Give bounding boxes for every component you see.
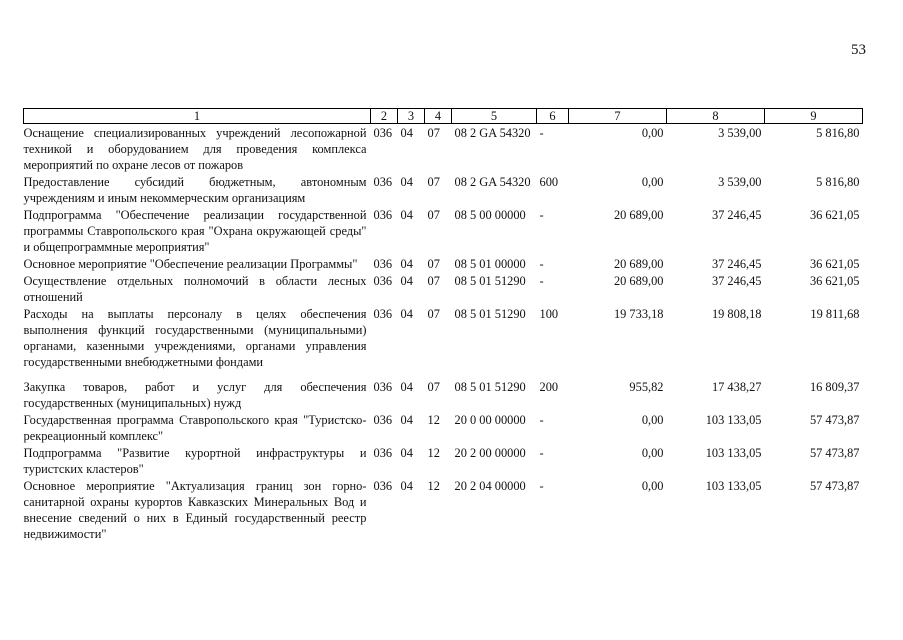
cell-subsection: 12 bbox=[427, 479, 440, 493]
row-name: Подпрограмма "Развитие курортной инфраструктуры и туристских кластеров" bbox=[23, 446, 367, 476]
cell-expense-type: - bbox=[539, 126, 544, 140]
cell-expense-type: - bbox=[539, 479, 544, 493]
cell-section: 04 bbox=[400, 446, 413, 460]
cell-amount-col8: 17 438,27 bbox=[711, 380, 762, 394]
cell-expense-type: 100 bbox=[539, 307, 559, 321]
cell-section: 04 bbox=[400, 413, 413, 427]
row-name: Государственная программа Ставропольского края "Туристско-рекреационный комплекс" bbox=[23, 413, 367, 443]
cell-amount-col7: 20 689,00 bbox=[613, 274, 664, 288]
cell-subsection: 07 bbox=[427, 274, 440, 288]
cell-expense-type: 200 bbox=[539, 380, 559, 394]
row-name: Основное мероприятие "Актуализация границ зон горно-санитарной охраны курортов Кавказских Минеральных Вод и внесение сведений о них в Единый государственный реестр недвижимости" bbox=[23, 479, 367, 541]
cell-expense-type: - bbox=[539, 413, 544, 427]
cell-expense-type: - bbox=[539, 208, 544, 222]
table-row bbox=[24, 444, 863, 477]
header-col-7: 7 bbox=[569, 109, 667, 124]
cell-target-article: 08 5 01 00000 bbox=[454, 257, 526, 271]
cell-amount-col9: 5 816,80 bbox=[816, 126, 860, 140]
cell-expense-type: 600 bbox=[539, 175, 559, 189]
header-col-8: 8 bbox=[667, 109, 765, 124]
cell-target-article: 08 2 GA 54320 bbox=[454, 175, 531, 189]
cell-amount-col8: 103 133,05 bbox=[705, 413, 762, 427]
cell-section: 04 bbox=[400, 380, 413, 394]
cell-ministry-code: 036 bbox=[373, 208, 393, 222]
cell-amount-col7: 20 689,00 bbox=[613, 208, 664, 222]
cell-ministry-code: 036 bbox=[373, 126, 393, 140]
table-row bbox=[24, 411, 863, 444]
cell-amount-col7: 19 733,18 bbox=[613, 307, 664, 321]
cell-section: 04 bbox=[400, 208, 413, 222]
cell-amount-col8: 37 246,45 bbox=[711, 208, 762, 222]
cell-section: 04 bbox=[400, 307, 413, 321]
cell-target-article: 08 5 01 51290 bbox=[454, 380, 526, 394]
header-col-1: 1 bbox=[24, 109, 371, 124]
cell-ministry-code: 036 bbox=[373, 380, 393, 394]
cell-ministry-code: 036 bbox=[373, 446, 393, 460]
cell-amount-col9: 36 621,05 bbox=[809, 208, 860, 222]
page-number: 53 bbox=[851, 42, 866, 58]
cell-ministry-code: 036 bbox=[373, 307, 393, 321]
row-name: Закупка товаров, работ и услуг для обеспечения государственных (муниципальных) нужд bbox=[23, 380, 367, 410]
cell-amount-col7: 955,82 bbox=[629, 380, 664, 394]
spacer-row bbox=[24, 370, 863, 378]
cell-amount-col9: 57 473,87 bbox=[809, 479, 860, 493]
cell-amount-col7: 0,00 bbox=[641, 175, 664, 189]
cell-subsection: 07 bbox=[427, 126, 440, 140]
cell-amount-col8: 37 246,45 bbox=[711, 274, 762, 288]
cell-amount-col7: 0,00 bbox=[641, 413, 664, 427]
cell-target-article: 08 5 01 51290 bbox=[454, 274, 526, 288]
cell-amount-col8: 3 539,00 bbox=[718, 175, 762, 189]
cell-subsection: 07 bbox=[427, 307, 440, 321]
cell-expense-type: - bbox=[539, 257, 544, 271]
cell-ministry-code: 036 bbox=[373, 413, 393, 427]
cell-amount-col9: 19 811,68 bbox=[810, 307, 860, 321]
cell-target-article: 08 5 00 00000 bbox=[454, 208, 526, 222]
cell-amount-col8: 37 246,45 bbox=[711, 257, 762, 271]
table-row bbox=[24, 272, 863, 305]
header-col-3: 3 bbox=[398, 109, 425, 124]
cell-section: 04 bbox=[400, 175, 413, 189]
cell-amount-col9: 36 621,05 bbox=[809, 274, 860, 288]
cell-ministry-code: 036 bbox=[373, 257, 393, 271]
cell-subsection: 12 bbox=[427, 413, 440, 427]
cell-amount-col9: 16 809,37 bbox=[809, 380, 860, 394]
cell-amount-col7: 0,00 bbox=[641, 446, 664, 460]
cell-amount-col7: 0,00 bbox=[641, 126, 664, 140]
cell-amount-col9: 57 473,87 bbox=[809, 413, 860, 427]
cell-subsection: 07 bbox=[427, 257, 440, 271]
table-row bbox=[24, 477, 863, 542]
cell-amount-col9: 36 621,05 bbox=[809, 257, 860, 271]
row-name: Предоставление субсидий бюджетным, автономным учреждениям и иным некоммерческим организациям bbox=[23, 175, 367, 205]
cell-subsection: 12 bbox=[427, 446, 440, 460]
cell-ministry-code: 036 bbox=[373, 175, 393, 189]
row-name: Осуществление отдельных полномочий в области лесных отношений bbox=[23, 274, 367, 304]
table-row bbox=[24, 305, 863, 370]
row-name: Подпрограмма "Обеспечение реализации государственной программы Ставропольского края "Охрана окружающей среды" и общепрограммные мероприятия" bbox=[23, 208, 367, 254]
cell-target-article: 08 2 GA 54320 bbox=[454, 126, 531, 140]
cell-amount-col8: 103 133,05 bbox=[705, 446, 762, 460]
cell-section: 04 bbox=[400, 479, 413, 493]
budget-table bbox=[23, 108, 863, 542]
table-row bbox=[24, 378, 863, 411]
cell-target-article: 20 2 04 00000 bbox=[454, 479, 526, 493]
cell-expense-type: - bbox=[539, 446, 544, 460]
cell-amount-col8: 19 808,18 bbox=[711, 307, 762, 321]
cell-target-article: 08 5 01 51290 bbox=[454, 307, 526, 321]
cell-amount-col7: 20 689,00 bbox=[613, 257, 664, 271]
cell-section: 04 bbox=[400, 274, 413, 288]
header-col-6: 6 bbox=[537, 109, 569, 124]
cell-target-article: 20 0 00 00000 bbox=[454, 413, 526, 427]
cell-amount-col9: 5 816,80 bbox=[816, 175, 860, 189]
cell-expense-type: - bbox=[539, 274, 544, 288]
table-row bbox=[24, 255, 863, 272]
cell-section: 04 bbox=[400, 257, 413, 271]
cell-ministry-code: 036 bbox=[373, 274, 393, 288]
table-row bbox=[24, 124, 863, 174]
cell-subsection: 07 bbox=[427, 175, 440, 189]
header-col-9: 9 bbox=[765, 109, 863, 124]
row-name: Основное мероприятие "Обеспечение реализации Программы" bbox=[23, 257, 358, 271]
cell-section: 04 bbox=[400, 126, 413, 140]
header-col-5: 5 bbox=[452, 109, 537, 124]
table-header-row bbox=[24, 109, 863, 124]
row-name: Расходы на выплаты персоналу в целях обеспечения выполнения функций государственными (муниципальными) органами, казенными учреждениями, органами управления государственными внебюджетными фондами bbox=[23, 307, 367, 369]
cell-amount-col8: 103 133,05 bbox=[705, 479, 762, 493]
cell-target-article: 20 2 00 00000 bbox=[454, 446, 526, 460]
table-row bbox=[24, 173, 863, 206]
cell-subsection: 07 bbox=[427, 380, 440, 394]
cell-amount-col8: 3 539,00 bbox=[718, 126, 762, 140]
header-col-2: 2 bbox=[371, 109, 398, 124]
cell-amount-col7: 0,00 bbox=[641, 479, 664, 493]
cell-ministry-code: 036 bbox=[373, 479, 393, 493]
row-name: Оснащение специализированных учреждений лесопожарной техникой и оборудованием для проведения комплекса мероприятий по охране лесов от пожаров bbox=[23, 126, 367, 172]
header-col-4: 4 bbox=[425, 109, 452, 124]
cell-amount-col9: 57 473,87 bbox=[809, 446, 860, 460]
cell-subsection: 07 bbox=[427, 208, 440, 222]
table-row bbox=[24, 206, 863, 255]
